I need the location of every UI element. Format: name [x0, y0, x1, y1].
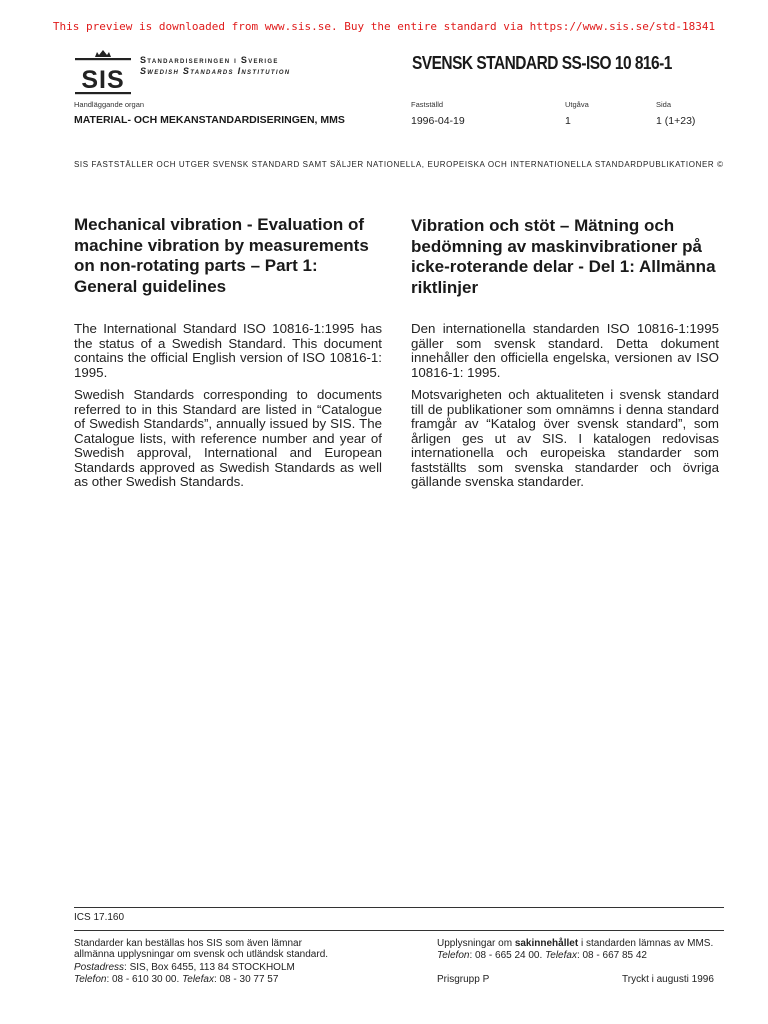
svg-text:SIS: SIS	[81, 66, 125, 94]
footer-rule	[74, 907, 724, 908]
sis-notice: SIS FASTSTÄLLER OCH UTGER SVENSK STANDARD SAMT SÄLJER NATIONELLA, EUROPEISKA OCH INTERNATIONELLA STANDARDPUBLIKATIONER ©	[74, 160, 724, 169]
postal-address-value: : SIS, Box 6455, 113 84 STOCKHOLM	[124, 962, 295, 973]
english-paragraph-1: The International Standard ISO 10816-1:1995 has the status of a Swedish Standard. This document contains the official English version of ISO 10816-1: 1995.	[74, 321, 382, 380]
edition-value: 1	[565, 115, 571, 127]
mms-info	[437, 938, 713, 949]
approved-label: Fastställd	[411, 100, 444, 109]
mms-phone-value: : 08 - 665 24 00.	[469, 950, 546, 961]
mms-info-bold: sakinnehållet	[514, 938, 579, 949]
swedish-title: Vibration och stöt – Mätning och bedömning av maskinvibrationer på icke-roterande delar - Del 1: Allmänna riktlinjer	[411, 216, 716, 297]
printed-date: Tryckt i augusti 1996	[622, 974, 714, 985]
swedish-paragraph-1: Den internationella standarden ISO 10816-1:1995 gäller som svensk standard. Detta dokument innehåller den officiella engelska, versionen av ISO 10816-1: 1995.	[411, 321, 719, 380]
postal-address-label: Postadress	[74, 962, 125, 973]
sis-fax-value: : 08 - 30 77 57	[213, 974, 279, 985]
approved-value: 1996-04-19	[411, 115, 465, 127]
postal-address	[74, 962, 295, 973]
handled-by-label: Handläggande organ	[74, 100, 145, 109]
mms-fax-value: : 08 - 667 85 42	[576, 950, 647, 961]
page-label: Sida	[656, 100, 672, 109]
swedish-body	[411, 322, 719, 498]
footer-rule-2	[74, 930, 724, 931]
mms-phone-label: Telefon	[437, 950, 470, 961]
handled-by-value: MATERIAL- OCH MEKANSTANDARDISERINGEN, MMS	[74, 114, 345, 126]
swedish-paragraph-2: Motsvarigheten och aktualiteten i svensk standard till de publikationer som omnämns i denna standard framgår av “Katalog över svensk standard”, som årligen ges ut av SIS. I katalogen redovisas internationella och europeiska standarder som fastställts som svenska standarder och övriga gällande svenska standarder.	[411, 387, 719, 489]
sis-logo	[73, 48, 133, 96]
english-title: Mechanical vibration - Evaluation of machine vibration by measurements on non-rotating parts – Part 1: General guidelines	[74, 215, 369, 296]
ordering-info: Standarder kan beställas hos SIS som även lämnar allmänna upplysningar om svensk och utländsk standard.	[74, 938, 329, 960]
sis-phone-value: : 08 - 610 30 00.	[106, 974, 183, 985]
sis-phone-label: Telefon	[74, 974, 107, 985]
org-name-english: Swedish Standards Institution	[140, 66, 291, 76]
mms-contact	[437, 950, 647, 961]
sis-crown-icon	[73, 48, 133, 96]
price-group: Prisgrupp P	[437, 974, 490, 985]
sis-fax-label: Telefax	[182, 974, 214, 985]
sis-contact	[74, 974, 278, 985]
ics-code: ICS 17.160	[74, 912, 125, 923]
english-body	[74, 322, 382, 498]
english-paragraph-2: Swedish Standards corresponding to documents referred to in this Standard are listed in “Catalogue of Swedish Standards”, annually issued by SIS. The Catalogue lists, with reference number and year of Swedish approval, International and European Standards approved as Swedish Standards as well as other Swedish Standards.	[74, 387, 382, 489]
preview-notice: This preview is downloaded from www.sis.se. Buy the entire standard via https://www.sis.se/std-18341	[52, 20, 716, 33]
mms-fax-label: Telefax	[545, 950, 577, 961]
mms-info-prefix: Upplysningar om	[437, 938, 515, 949]
standard-title: SVENSK STANDARD SS-ISO 10 816-1	[412, 53, 672, 73]
org-name-swedish: Standardiseringen i Sverige	[140, 55, 279, 65]
edition-label: Utgåva	[565, 100, 589, 109]
mms-info-suffix: i standarden lämnas av MMS.	[578, 938, 714, 949]
page-value: 1 (1+23)	[656, 115, 696, 127]
